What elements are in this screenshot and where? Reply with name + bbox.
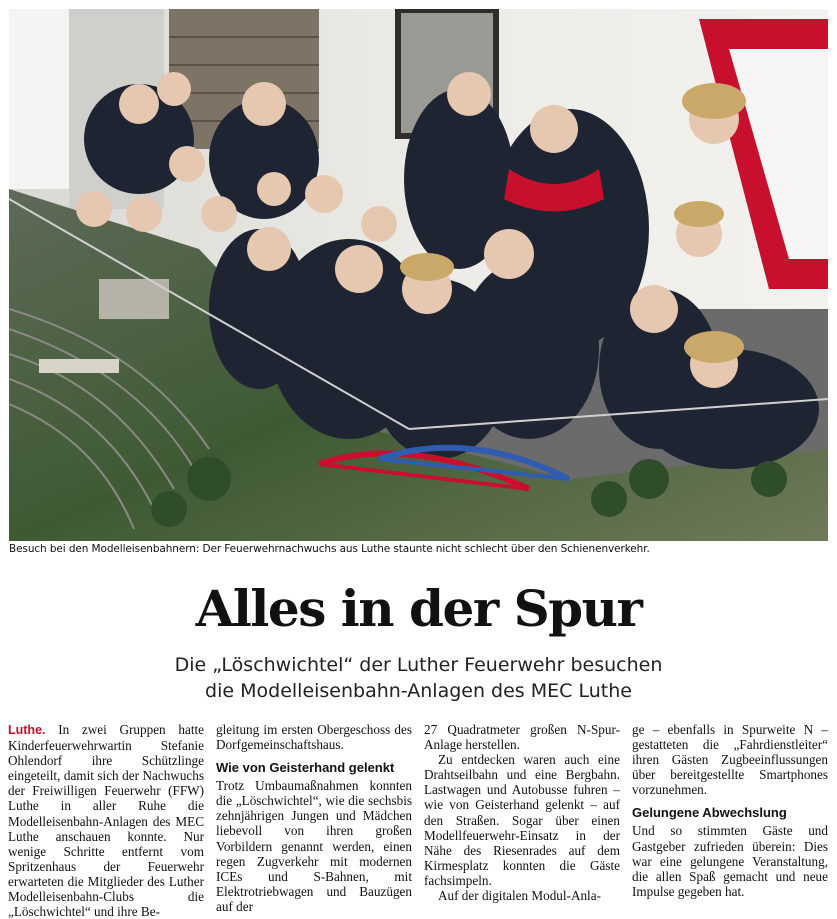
column-2-paragraph-1: gleitung im ersten Obergeschoss des Dorfgemeinschaftshaus. [216, 722, 412, 753]
subline-line-1: Die „Löschwichtel“ der Luther Feuerwehr besuchen [174, 654, 663, 676]
article-headline: Alles in der Spur [195, 579, 642, 638]
column-4-paragraph-2: Und so stimmten Gäste und Gastgeber zufrieden überein: Dies war eine gelungene Veranstaltung, die allen Spaß gemacht und neue Impulse gegeben hat. [632, 823, 828, 899]
column-3-paragraph-3: Auf der digitalen Modul-Anla- [438, 888, 601, 904]
column-4-paragraph-1: ge – ebenfalls in Spurweite N – gestatteten die „Fahrdienstleiter“ ihren Gästen Zugbeeinflussungen über bereitgestellte Smartphones vorzunehmen. [632, 722, 828, 798]
subline-line-2: die Modelleisenbahn-Anlagen des MEC Luthe [205, 680, 632, 702]
column-3-paragraph-1: 27 Quadratmeter großen N-Spur-Anlage herstellen. [424, 722, 620, 753]
column-1-text: In zwei Gruppen hatte Kinderfeuerwehrwartin Stefanie Ohlendorf ihre Schützlinge eingeteilt, damit sich der Nachwuchs der Freiwilligen Feuerwehr (FFW) Luthe in aller Ruhe die Modelleisenbahn-Anlagen des MEC Luthe anschauen konnte. Nur wenige Schritte entfernt vom Spritzenhaus der Feuerwehr erwarteten die Mitglieder des Luther Modelleisenbahn-Clubs die „Löschwichtel“ und ihre Be- [8, 722, 204, 919]
column-3-paragraph-2: Zu entdecken waren auch eine Drahtseilbahn und eine Bergbahn. Lastwagen und Autobusse fuhren – wie von Geisterhand gelenkt – auf den Straßen. Sogar über einen Modellfeuerwehr-Einsatz in der Nähe des Riesenrades auf dem Kirmesplatz konnten die Gäste fachsimpeln. [424, 752, 620, 888]
column-1-paragraph [8, 722, 204, 919]
article-column-1 [8, 722, 204, 919]
article-column-2 [216, 722, 412, 914]
subheading-geisterhand: Wie von Geisterhand gelenkt [216, 760, 395, 776]
article-subline [0, 652, 837, 704]
article-column-3 [424, 722, 620, 903]
photo-caption: Besuch bei den Modelleisenbahnern: Der Feuerwehrnachwuchs aus Luthe staunte nicht schlecht über den Schienenverkehr. [9, 543, 650, 555]
article-photo [9, 9, 828, 541]
column-2-paragraph-2: Trotz Umbaumaßnahmen konnten die „Löschwichtel“, wie die sechsbis zehnjährigen Jungen und Mädchen liebevoll von ihren großen Vorbildern genannt werden, einen regen Zugverkehr mit modernen ICEs und S-Bahnen, mit Elektrotriebwagen und Bauzügen auf der [216, 778, 412, 914]
subheading-abwechslung: Gelungene Abwechslung [632, 805, 787, 821]
article-column-4 [632, 722, 828, 899]
dateline: Luthe. [8, 723, 46, 737]
